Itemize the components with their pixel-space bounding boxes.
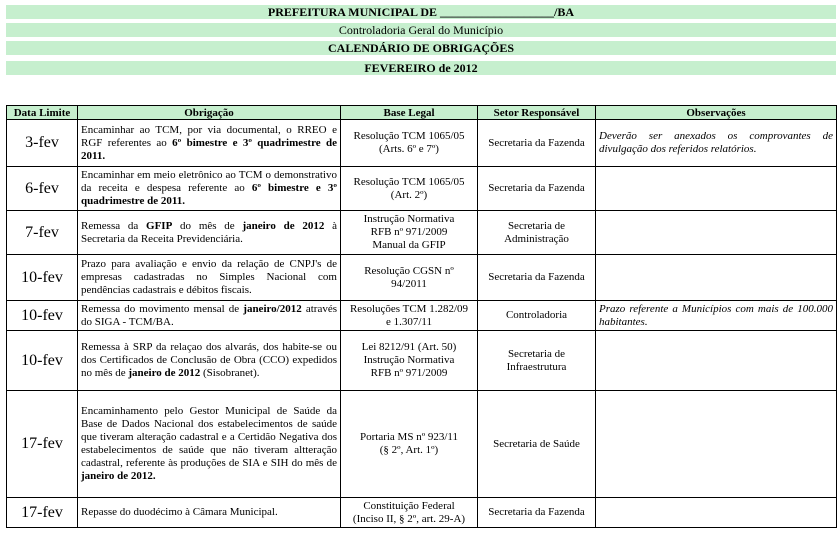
obligation-text: Encaminhar em meio eletrônico ao TCM o demonstrativo da receita e despesa referente ao	[81, 169, 337, 194]
cell-notes	[596, 391, 837, 498]
cell-legal-basis	[341, 331, 478, 391]
cell-obligation	[78, 211, 341, 255]
cell-notes: Deverão ser anexados os comprovantes de divulgação dos referidos relatórios.	[596, 120, 837, 167]
cell-notes	[596, 498, 837, 528]
cell-responsible-sector	[478, 120, 596, 167]
cell-obligation	[78, 255, 341, 301]
cell-responsible-sector	[478, 498, 596, 528]
table-row	[7, 120, 837, 167]
cell-obligation	[78, 120, 341, 167]
cell-obligation	[78, 167, 341, 211]
cell-legal-basis	[341, 120, 478, 167]
legal-basis-line: (§ 2º, Art. 1º)	[379, 444, 439, 456]
legal-basis-line: Resolução TCM 1065/05	[353, 175, 465, 188]
legal-basis-line: RFB nº 971/2009	[370, 367, 448, 379]
obligation-text: Repasse do duodécimo à Câmara Municipal.	[81, 506, 278, 518]
table-row	[7, 255, 837, 301]
obligation-text-bold: janeiro/2012	[243, 302, 302, 315]
cell-responsible-sector	[478, 255, 596, 301]
obligations-table	[6, 105, 837, 528]
cell-notes	[596, 167, 837, 211]
obligation-text-bold: 6º bimestre e 3º quadrimestre de 2011.	[81, 182, 337, 207]
obligation-text: à Secretaria da Receita Previdenciária.	[81, 219, 338, 245]
cell-legal-basis	[341, 167, 478, 211]
cell-deadline-date: 3-fev	[7, 120, 78, 167]
legal-basis-line: Constituição Federal	[363, 499, 455, 512]
table-header-row	[7, 106, 837, 120]
legal-basis-line: (Inciso II, § 2º, art. 29-A)	[352, 512, 466, 525]
legal-basis-line: Instrução Normativa	[363, 354, 455, 366]
sector-line: Secretaria da Fazenda	[488, 182, 585, 194]
legal-basis-line: (Arts. 6º e 7º)	[379, 143, 439, 155]
cell-deadline-date: 17-fev	[7, 391, 78, 498]
obligation-text: do mês de	[172, 219, 243, 232]
cell-legal-basis	[341, 391, 478, 498]
subtitle-department: Controladoria Geral do Município	[6, 23, 836, 37]
sector-line: Infraestrutura	[506, 360, 567, 373]
cell-deadline-date: 6-fev	[7, 167, 78, 211]
legal-basis-line: Resolução CGSN nº	[364, 264, 454, 277]
obligation-text: Remessa da	[81, 219, 147, 232]
sector-line: Secretaria de	[507, 347, 566, 360]
cell-deadline-date: 7-fev	[7, 211, 78, 255]
obligation-text: Encaminhar ao TCM, por via documental, o RREO e RGF referentes ao	[81, 123, 337, 149]
table-row	[7, 211, 837, 255]
legal-basis-line: e 1.307/11	[385, 315, 433, 328]
title-calendar: CALENDÁRIO DE OBRIGAÇÕES	[6, 41, 836, 55]
obligation-text-bold: janeiro de 2012	[128, 367, 201, 379]
title-municipality: PREFEITURA MUNICIPAL DE ___________________/BA	[6, 5, 836, 19]
sector-line: Secretaria da Fazenda	[488, 506, 585, 518]
sector-line: Administração	[504, 232, 569, 245]
column-header-obligation: Obrigação	[78, 106, 341, 120]
obligation-text-bold: janeiro de 2012.	[81, 470, 156, 482]
legal-basis-line: Portaria MS nº 923/11	[359, 431, 459, 443]
cell-obligation	[78, 498, 341, 528]
obligation-text-bold: janeiro de 2012	[242, 219, 325, 232]
cell-legal-basis	[341, 211, 478, 255]
sector-line: Secretaria de Saúde	[493, 437, 580, 450]
legal-basis-line: Resolução TCM 1065/05	[353, 130, 465, 142]
cell-responsible-sector	[478, 331, 596, 391]
legal-basis-line: Manual da GFIP	[372, 239, 446, 251]
table-row	[7, 391, 837, 498]
table-body	[7, 120, 837, 528]
obligation-text: através do SIGA - TCM/BA.	[81, 302, 338, 328]
cell-deadline-date: 10-fev	[7, 255, 78, 301]
table-row	[7, 301, 837, 331]
table-row	[7, 331, 837, 391]
obligation-text: Encaminhamento pelo Gestor Municipal de Saúde da Base de Dados Nacional dos estabelecimentos de saúde que tiveram alteração cadastral e a Certidão Negativa dos estabelecimentos de saúde que não tiveram altteração cadastral, referente às produções de SIA e SIH do mês de	[81, 405, 337, 469]
sector-line: Secretaria da Fazenda	[488, 271, 585, 283]
table-row	[7, 167, 837, 211]
cell-responsible-sector	[478, 211, 596, 255]
cell-notes: Prazo referente a Municípios com mais de 100.000 habitantes.	[596, 301, 837, 331]
cell-notes	[596, 211, 837, 255]
obligation-text: Prazo para avaliação e envio da relação de CNPJ's de empresas cadastradas no Simples Nacional com pendências cadastrais e débitos fiscais.	[81, 258, 337, 296]
cell-obligation	[78, 391, 341, 498]
cell-deadline-date: 17-fev	[7, 498, 78, 528]
sector-line: Controladoria	[505, 309, 568, 321]
cell-responsible-sector	[478, 167, 596, 211]
cell-legal-basis	[341, 498, 478, 528]
obligation-text: Remessa à SRP da relaçao dos alvarás, dos habite-se ou dos Certificados de Conclusão de Obra (CCO) expedidos no mês de	[81, 341, 337, 379]
sector-line: Secretaria de	[507, 219, 566, 232]
column-header-date: Data Limite	[7, 106, 78, 120]
cell-responsible-sector	[478, 301, 596, 331]
legal-basis-line: RFB nº 971/2009	[370, 226, 448, 238]
obligation-text: (Sisobranet).	[200, 367, 260, 379]
legal-basis-line: (Art. 2º)	[390, 188, 428, 201]
cell-deadline-date: 10-fev	[7, 331, 78, 391]
cell-notes	[596, 331, 837, 391]
legal-basis-line: 94/2011	[391, 277, 427, 290]
cell-responsible-sector	[478, 391, 596, 498]
column-header-legal-basis: Base Legal	[341, 106, 478, 120]
legal-basis-line: Lei 8212/91 (Art. 50)	[361, 341, 457, 353]
column-header-notes: Observações	[596, 106, 837, 120]
legal-basis-line: Resoluções TCM 1.282/09	[349, 302, 469, 315]
cell-notes	[596, 255, 837, 301]
cell-deadline-date: 10-fev	[7, 301, 78, 331]
cell-obligation	[78, 331, 341, 391]
column-header-sector: Setor Responsável	[478, 106, 596, 120]
obligation-text: Remessa do movimento mensal de	[81, 302, 244, 315]
cell-legal-basis	[341, 255, 478, 301]
legal-basis-line: Instrução Normativa	[363, 213, 455, 225]
cell-legal-basis	[341, 301, 478, 331]
obligation-text-bold: GFIP	[146, 219, 173, 232]
title-month: FEVEREIRO de 2012	[6, 61, 836, 75]
obligation-text-bold: 6º bimestre e 3º quadrimestre de 2011.	[81, 136, 337, 162]
cell-obligation	[78, 301, 341, 331]
sector-line: Secretaria da Fazenda	[488, 136, 585, 149]
table-row	[7, 498, 837, 528]
